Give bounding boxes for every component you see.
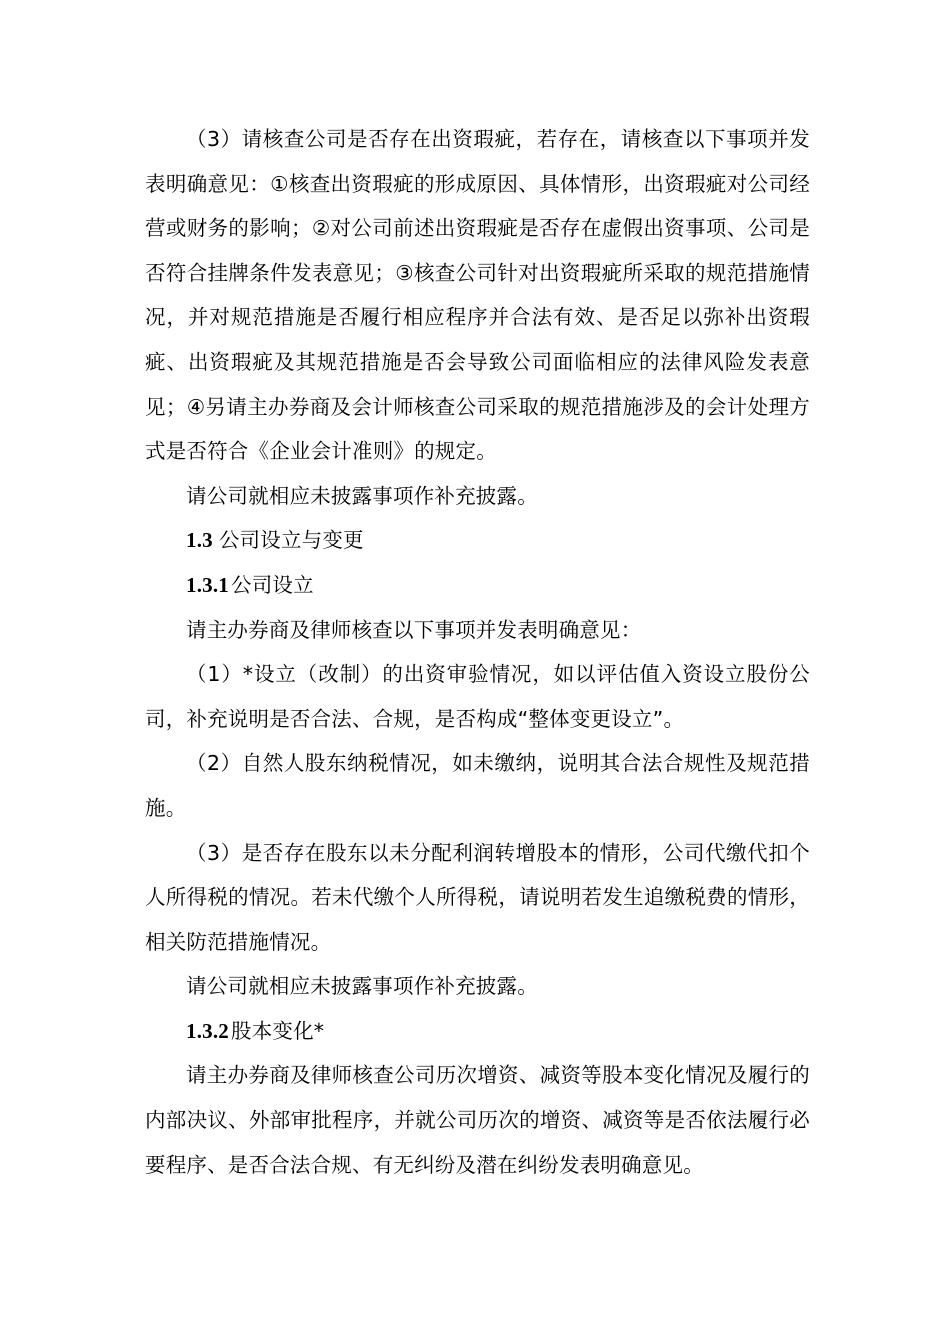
paragraph-item-3-retained-earnings: （3）是否存在股东以未分配利润转增股本的情形，公司代缴代扣个人所得税的情况。若未代缴个人所得税，请说明若发生追缴税费的情形，相关防范措施情况。	[145, 840, 810, 954]
paragraph-review-request: 请主办券商及律师核查以下事项并发表明确意见：	[186, 617, 642, 642]
section-number: 1.3	[186, 528, 213, 553]
section-number: 1.3.1	[186, 572, 229, 597]
paragraph-share-capital-changes: 请主办券商及律师核查公司历次增资、减资等股本变化情况及履行的内部决议、外部审批程序，并就公司历次的增资、减资等是否依法履行必要程序、是否合法合规、有无纠纷及潜在纠纷发表明确意见。	[145, 1063, 810, 1177]
paragraph-supplementary-disclosure-1: 请公司就相应未披露事项作补充披露。	[186, 483, 538, 508]
section-title: 公司设立与变更	[218, 528, 364, 553]
paragraph-item-2-shareholder-tax: （2）自然人股东纳税情况，如未缴纳，说明其合法合规性及规范措施。	[145, 751, 810, 820]
document-page	[145, 117, 810, 1187]
section-title: 股本变化*	[231, 1018, 325, 1043]
section-heading-1-3-2	[145, 1009, 810, 1054]
paragraph-capital-defect-review: （3）请核查公司是否存在出资瑕疵，若存在，请核查以下事项并发表明确意见：①核查出资瑕疵的形成原因、具体情形，出资瑕疵对公司经营或财务的影响；②对公司前述出资瑕疵是否存在虚假出资事项、公司是否符合挂牌条件发表意见；③核查公司针对出资瑕疵所采取的规范措施情况，并对规范措施是否履行相应程序并合法有效、是否足以弥补出资瑕疵、出资瑕疵及其规范措施是否会导致公司面临相应的法律风险发表意见；④另请主办券商及会计师核查公司采取的规范措施涉及的会计处理方式是否符合《企业会计准则》的规定。	[145, 127, 810, 464]
section-heading-1-3	[145, 518, 810, 563]
paragraph-supplementary-disclosure-2: 请公司就相应未披露事项作补充披露。	[186, 974, 538, 999]
section-number: 1.3.2	[186, 1018, 229, 1043]
paragraph-item-1-capital-verification: （1）*设立（改制）的出资审验情况，如以评估值入资设立股份公司，补充说明是否合法、合规，是否构成“整体变更设立”。	[145, 662, 810, 731]
section-heading-1-3-1	[145, 563, 810, 608]
section-title: 公司设立	[231, 572, 314, 597]
